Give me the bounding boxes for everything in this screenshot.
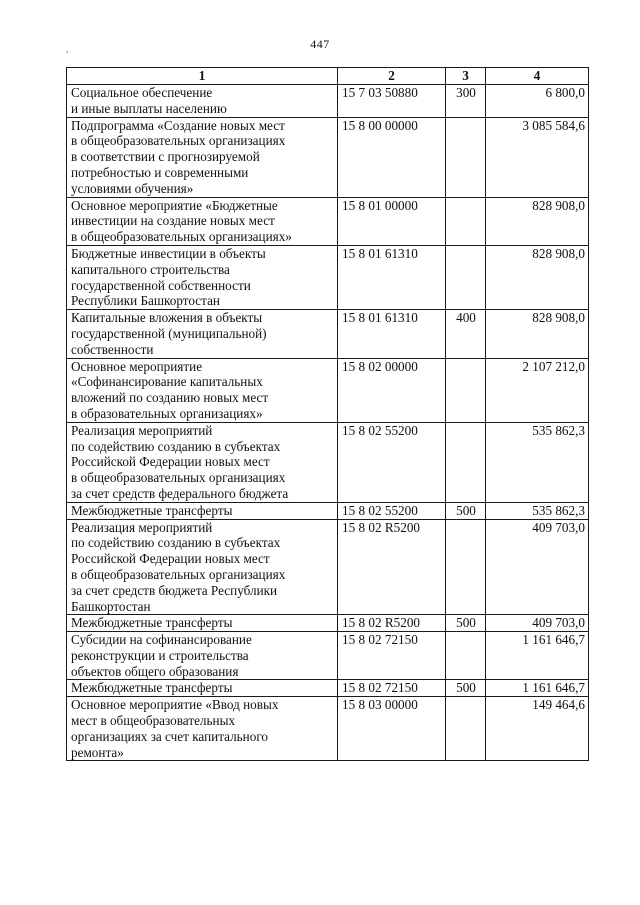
header-col-2: 2 [338,68,446,85]
row-amount: 6 800,0 [486,85,589,118]
row-name: Реализация мероприятий по содействию созданию в субъектах Российской Федерации новых мест в общеобразовательных организациях за счет средств бюджета Республики Башкортостан [67,519,338,615]
row-amount: 149 464,6 [486,697,589,761]
row-code: 15 8 02 72150 [338,632,446,680]
row-amount: 1 161 646,7 [486,680,589,697]
row-expense-type: 500 [446,680,486,697]
row-expense-type [446,197,486,245]
row-code: 15 8 01 00000 [338,197,446,245]
table-header-row [67,68,589,85]
header-col-1: 1 [67,68,338,85]
table-row [67,117,589,197]
table-body [67,85,589,761]
row-code: 15 8 00 00000 [338,117,446,197]
row-name: Подпрограмма «Создание новых мест в общеобразовательных организациях в соответствии с прогнозируемой потребностью и современными условиями обучения» [67,117,338,197]
row-code: 15 8 03 00000 [338,697,446,761]
row-code: 15 8 02 55200 [338,502,446,519]
row-expense-type [446,245,486,309]
table-row [67,358,589,422]
table-row [67,502,589,519]
row-amount: 535 862,3 [486,422,589,502]
table-row [67,680,589,697]
row-expense-type: 500 [446,502,486,519]
row-expense-type: 500 [446,615,486,632]
row-name: Межбюджетные трансферты [67,502,338,519]
row-name: Межбюджетные трансферты [67,680,338,697]
table-row [67,422,589,502]
row-expense-type [446,422,486,502]
row-code: 15 7 03 50880 [338,85,446,118]
row-code: 15 8 02 55200 [338,422,446,502]
row-amount: 3 085 584,6 [486,117,589,197]
row-amount: 828 908,0 [486,310,589,358]
row-expense-type [446,358,486,422]
row-expense-type: 300 [446,85,486,118]
header-col-3: 3 [446,68,486,85]
row-name: Субсидии на софинансирование реконструкции и строительства объектов общего образования [67,632,338,680]
row-name: Межбюджетные трансферты [67,615,338,632]
budget-table [66,67,589,761]
row-name: Основное мероприятие «Бюджетные инвестиции на создание новых мест в общеобразовательных организациях» [67,197,338,245]
row-name: Бюджетные инвестиции в объекты капитального строительства государственной собственности Республики Башкортостан [67,245,338,309]
row-code: 15 8 02 R5200 [338,615,446,632]
row-expense-type: 400 [446,310,486,358]
row-name: Реализация мероприятий по содействию созданию в субъектах Российской Федерации новых мест в общеобразовательных организациях за счет средств федерального бюджета [67,422,338,502]
row-code: 15 8 02 00000 [338,358,446,422]
table-row [67,85,589,118]
table-row [67,310,589,358]
row-amount: 409 703,0 [486,519,589,615]
table-row [67,632,589,680]
table-row [67,615,589,632]
page-number: 447 [310,37,330,51]
row-expense-type [446,632,486,680]
row-code: 15 8 01 61310 [338,245,446,309]
row-amount: 828 908,0 [486,197,589,245]
scan-mark: , [66,44,69,54]
table-row [67,697,589,761]
row-amount: 2 107 212,0 [486,358,589,422]
row-name: Основное мероприятие «Софинансирование капитальных вложений по созданию новых мест в образовательных организациях» [67,358,338,422]
row-amount: 409 703,0 [486,615,589,632]
row-name: Капитальные вложения в объекты государственной (муниципальной) собственности [67,310,338,358]
row-name: Основное мероприятие «Ввод новых мест в общеобразовательных организациях за счет капитального ремонта» [67,697,338,761]
header-col-4: 4 [486,68,589,85]
table-row [67,245,589,309]
row-amount: 828 908,0 [486,245,589,309]
row-code: 15 8 01 61310 [338,310,446,358]
row-expense-type [446,519,486,615]
row-code: 15 8 02 72150 [338,680,446,697]
table-row [67,197,589,245]
row-code: 15 8 02 R5200 [338,519,446,615]
table-row [67,519,589,615]
row-expense-type [446,117,486,197]
row-amount: 535 862,3 [486,502,589,519]
row-expense-type [446,697,486,761]
row-name: Социальное обеспечение и иные выплаты населению [67,85,338,118]
row-amount: 1 161 646,7 [486,632,589,680]
